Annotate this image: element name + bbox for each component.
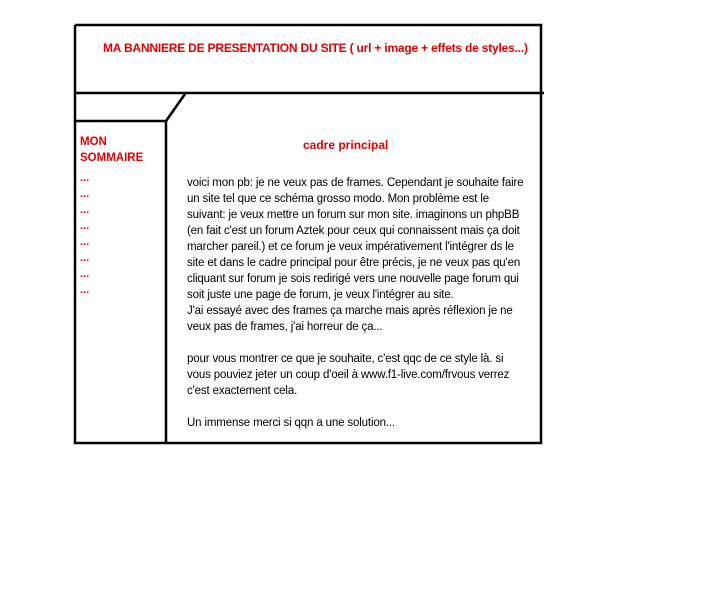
sidebar-item[interactable]: ... bbox=[80, 204, 90, 216]
sidebar-item[interactable]: ... bbox=[80, 236, 90, 248]
banner-title: MA BANNIERE DE PRESENTATION DU SITE ( url + image + effets de styles...) bbox=[103, 41, 528, 55]
main-frame-body bbox=[187, 175, 527, 431]
sidebar-menu bbox=[80, 170, 89, 298]
body-paragraph: voici mon pb: je ne veux pas de frames. Cependant je souhaite faire un site tel que ce schéma grosso modo. Mon problème est le suivant: je veux mettre un forum sur mon site. imaginons un phpBB (en fait c'est un forum Aztek pour ceux qui connaissent mais ça doit marcher pareil.) et ce forum je veux impérativement l'intégrer ds le site et dans le cadre principal pour être précis, je ne veux pas qu'en cliquant sur forum je sois redirigé vers une nouvelle page forum qui soit juste une page de forum, je veux l'intégrer au site. bbox=[187, 177, 524, 301]
sidebar-item[interactable]: ... bbox=[80, 284, 90, 296]
diagonal-connector bbox=[166, 94, 185, 121]
sidebar-item[interactable]: ... bbox=[80, 252, 90, 264]
sidebar-title: MON SOMMAIRE bbox=[80, 136, 144, 164]
sidebar-item[interactable]: ... bbox=[80, 188, 90, 200]
body-paragraph: pour vous montrer ce que je souhaite, c'est qqc de ce style là. si vous pouviez jeter un coup d'oeil à www.f1-live.com/frvous verrez c'est exactement cela. bbox=[187, 353, 510, 397]
body-paragraph: J'ai essayé avec des frames ça marche mais après réflexion je ne veux pas de frames, j'ai horreur de ça... bbox=[187, 305, 513, 333]
sidebar-item[interactable]: ... bbox=[80, 220, 90, 232]
body-paragraph: Un immense merci si qqn a une solution... bbox=[187, 417, 395, 429]
paragraph-gap bbox=[187, 399, 527, 415]
paragraph-gap bbox=[187, 335, 527, 351]
sidebar-item[interactable]: ... bbox=[80, 268, 90, 280]
main-frame-title: cadre principal bbox=[303, 138, 389, 152]
sidebar-item[interactable]: ... bbox=[80, 172, 90, 184]
